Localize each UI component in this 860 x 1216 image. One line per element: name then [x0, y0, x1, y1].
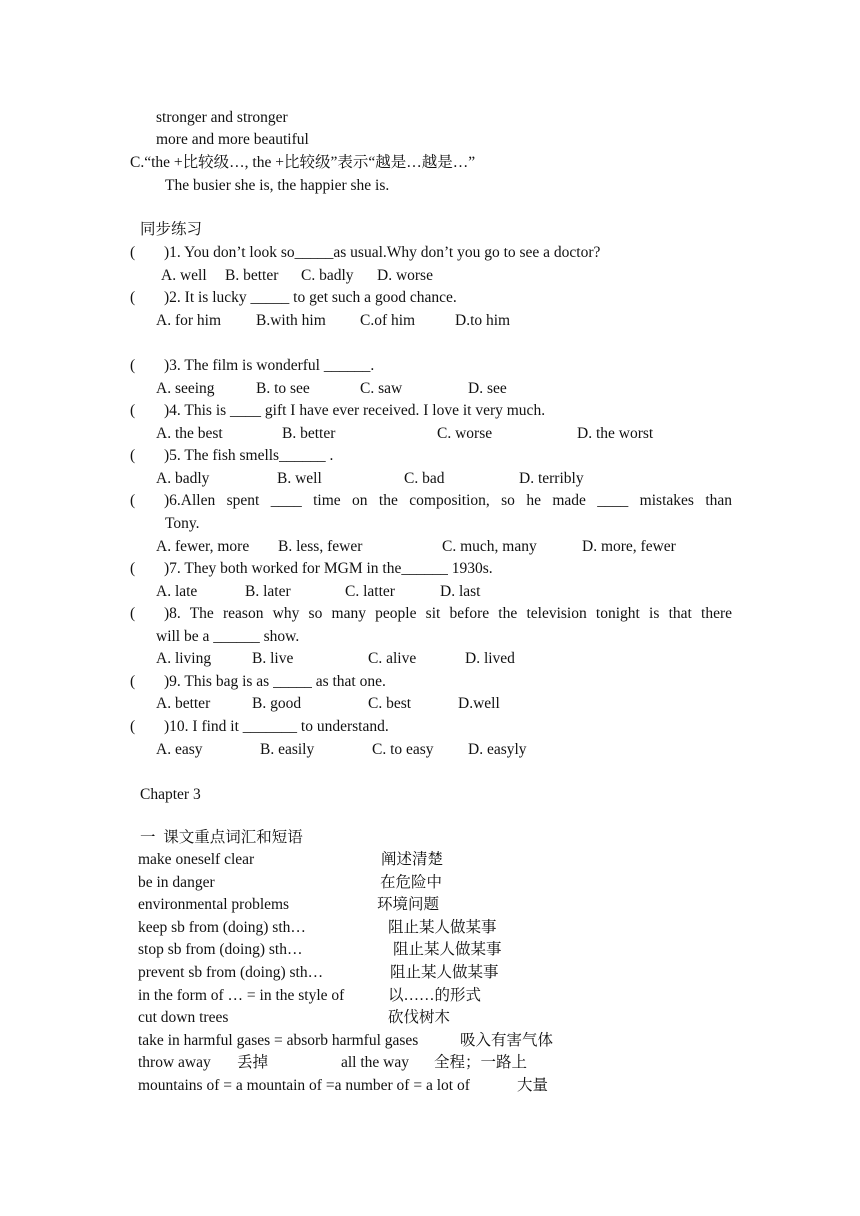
option-d: D. see	[468, 380, 507, 397]
vocab-english: all the way	[341, 1054, 410, 1071]
question-paren: (	[130, 560, 136, 577]
vocab-chinese: 环境问题	[377, 896, 440, 913]
vocab-english: be in danger	[138, 874, 215, 891]
option-a: A. late	[156, 583, 198, 600]
option-c: C. saw	[360, 380, 403, 397]
vocab-chinese: 以……的形式	[388, 987, 482, 1004]
question-paren: (	[130, 244, 136, 261]
option-c: C. latter	[345, 583, 395, 600]
option-d: D. more, fewer	[582, 538, 676, 555]
question-text: )1. You don’t look so_____as usual.Why don’t you go to see a doctor?	[164, 244, 601, 261]
question-text: )7. They both worked for MGM in the______ 1930s.	[164, 560, 493, 577]
vocab-chinese: 阻止某人做某事	[388, 919, 497, 936]
vocab-chinese: 丢掉	[237, 1054, 269, 1071]
vocab-english: make oneself clear	[138, 851, 255, 868]
vocab-chinese: 在危险中	[380, 874, 443, 891]
option-a: A. better	[156, 695, 211, 712]
option-a: A. easy	[156, 741, 203, 758]
vocab-chinese: 阻止某人做某事	[390, 964, 499, 981]
option-c: C.of him	[360, 312, 416, 329]
question-text: )2. It is lucky _____ to get such a good chance.	[164, 289, 457, 306]
question-text: )9. This bag is as _____ as that one.	[164, 673, 386, 690]
option-d: D.well	[458, 695, 500, 712]
option-d: D. lived	[465, 650, 515, 667]
vocab-english: mountains of = a mountain of =a number of = a lot of	[138, 1077, 470, 1094]
vocab-section-title: 一 课文重点词汇和短语	[140, 829, 303, 846]
vocab-chinese: 全程；一路上	[434, 1054, 528, 1071]
vocab-english: prevent sb from (doing) sth…	[138, 964, 324, 981]
question-text: )3. The film is wonderful ______.	[164, 357, 375, 374]
option-d: D.to him	[455, 312, 511, 329]
question-paren: (	[130, 718, 136, 735]
vocab-chinese: 阻止某人做某事	[393, 941, 502, 958]
option-d: D. the worst	[577, 425, 654, 442]
option-a: A. for him	[156, 312, 222, 329]
option-c: C. worse	[437, 425, 493, 442]
vocab-chinese: 吸入有害气体	[460, 1032, 554, 1049]
question-text: )8. The reason why so many people sit before the television tonight is that there	[164, 605, 732, 622]
option-b: B. later	[245, 583, 291, 600]
example-line: The busier she is, the happier she is.	[165, 177, 390, 194]
question-text-cont: will be a ______ show.	[156, 628, 300, 645]
option-c: C. alive	[368, 650, 417, 667]
vocab-english: take in harmful gases = absorb harmful gases	[138, 1032, 419, 1049]
option-a: A. living	[156, 650, 212, 667]
question-text-cont: Tony.	[165, 515, 200, 532]
option-a: A. seeing	[156, 380, 215, 397]
vocab-english: throw away	[138, 1054, 211, 1071]
option-b: B. to see	[256, 380, 310, 397]
question-paren: (	[130, 357, 136, 374]
option-a: A. well	[161, 267, 207, 284]
section-title: 同步练习	[140, 221, 203, 238]
option-b: B. easily	[260, 741, 315, 758]
option-c: C. best	[368, 695, 412, 712]
vocab-chinese: 砍伐树木	[388, 1009, 451, 1026]
question-text: )6.Allen spent ____ time on the composition, so he made ____ mistakes than	[164, 492, 732, 509]
grammar-rule: C.“the +比较级…, the +比较级”表示“越是…越是…”	[130, 154, 476, 171]
option-a: A. badly	[156, 470, 210, 487]
option-c: C. badly	[301, 267, 354, 284]
option-d: D. last	[440, 583, 481, 600]
option-c: C. to easy	[372, 741, 434, 758]
option-d: D. easyly	[468, 741, 527, 758]
option-b: B. well	[277, 470, 322, 487]
vocab-chinese: 阐述清楚	[381, 851, 444, 868]
question-paren: (	[130, 673, 136, 690]
vocab-english: cut down trees	[138, 1009, 229, 1026]
option-a: A. the best	[156, 425, 223, 442]
question-paren: (	[130, 402, 136, 419]
option-d: D. terribly	[519, 470, 584, 487]
question-paren: (	[130, 492, 136, 509]
option-b: B. live	[252, 650, 294, 667]
option-b: B. good	[252, 695, 302, 712]
vocab-chinese: 大量	[517, 1077, 549, 1094]
option-b: B. better	[225, 267, 279, 284]
chapter-heading: Chapter 3	[140, 786, 201, 803]
option-b: B. less, fewer	[278, 538, 363, 555]
vocab-english: in the form of … = in the style of	[138, 987, 345, 1004]
vocab-english: stop sb from (doing) sth…	[138, 941, 303, 958]
question-paren: (	[130, 605, 136, 622]
option-c: C. much, many	[442, 538, 537, 555]
question-paren: (	[130, 447, 136, 464]
option-b: B. better	[282, 425, 336, 442]
example-line: stronger and stronger	[156, 109, 288, 126]
vocab-english: environmental problems	[138, 896, 290, 913]
question-text: )5. The fish smells______ .	[164, 447, 334, 464]
question-text: )10. I find it _______ to understand.	[164, 718, 389, 735]
vocab-english: keep sb from (doing) sth…	[138, 919, 306, 936]
question-paren: (	[130, 289, 136, 306]
question-text: )4. This is ____ gift I have ever received. I love it very much.	[164, 402, 546, 419]
example-line: more and more beautiful	[156, 131, 309, 148]
option-d: D. worse	[377, 267, 433, 284]
option-b: B.with him	[256, 312, 326, 329]
option-a: A. fewer, more	[156, 538, 250, 555]
option-c: C. bad	[404, 470, 445, 487]
